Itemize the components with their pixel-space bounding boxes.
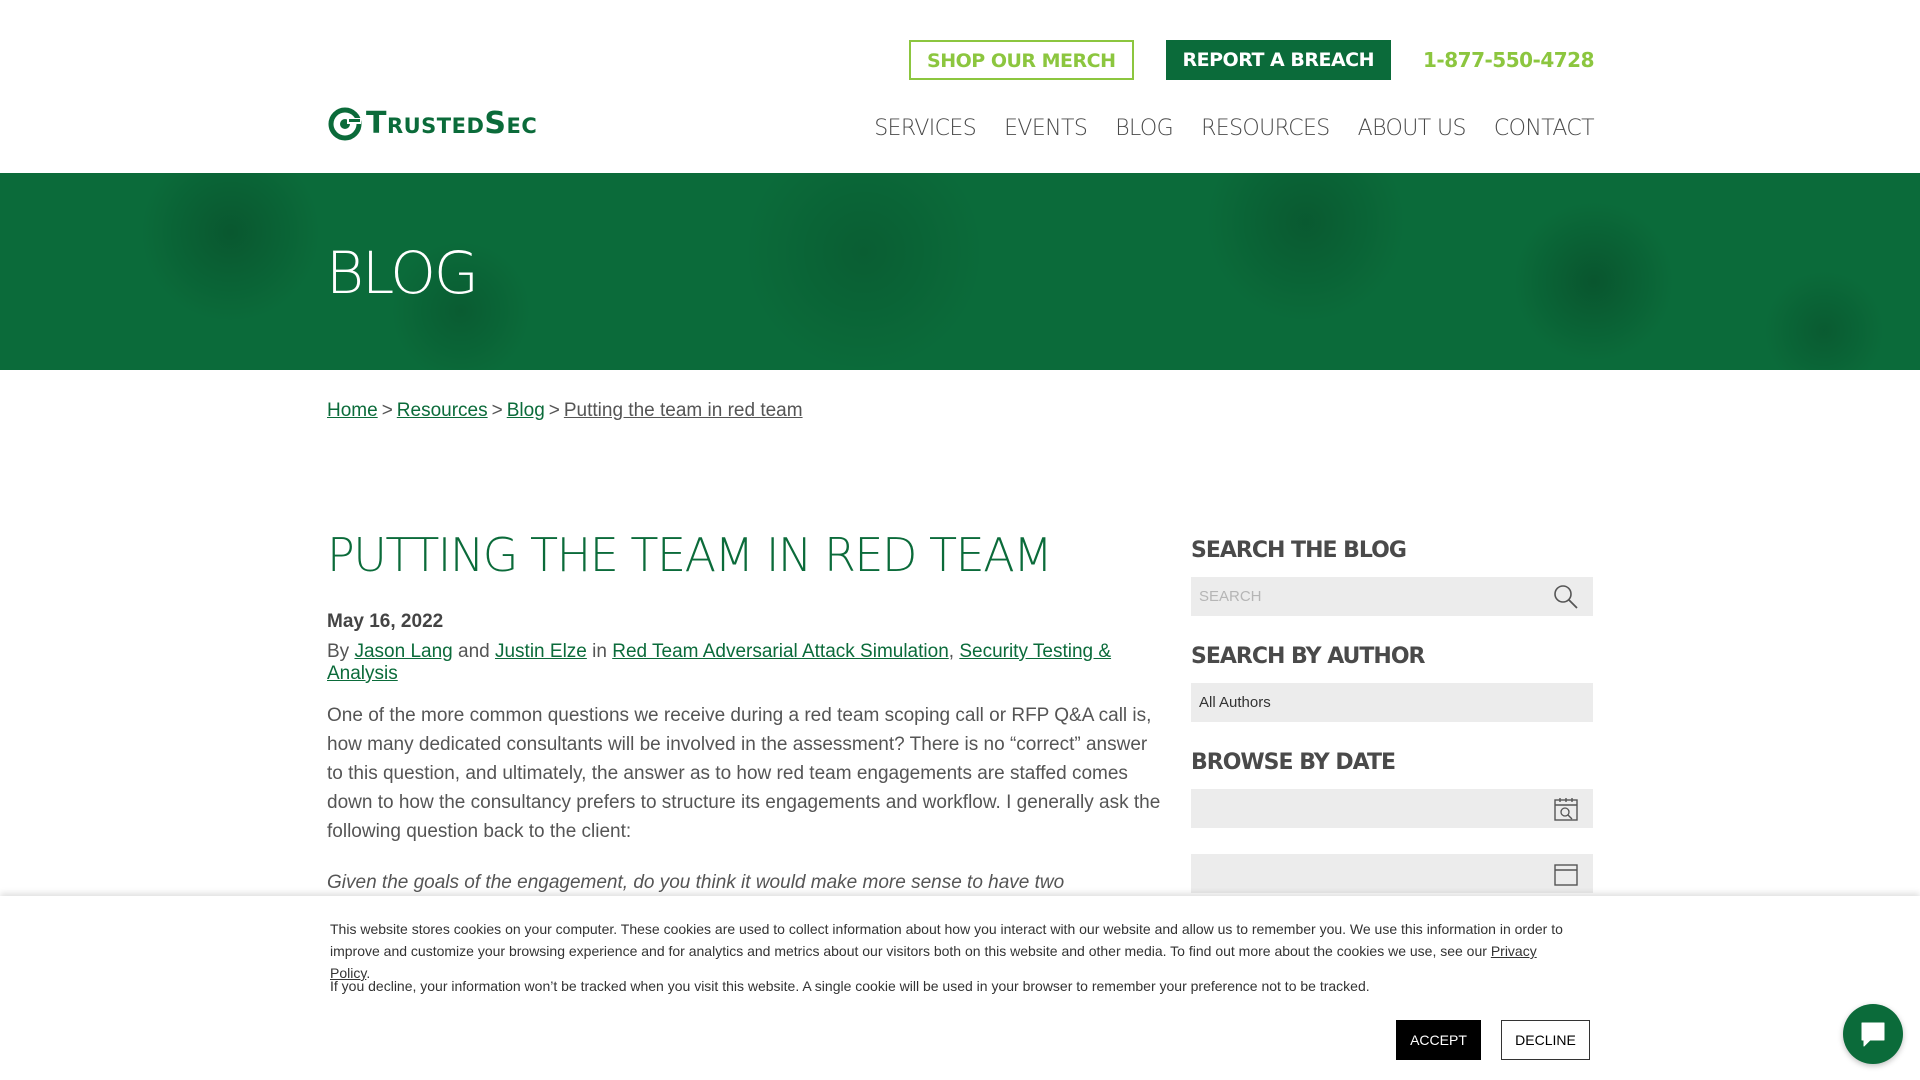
logo-text: TrustedSec bbox=[366, 106, 538, 141]
site-header bbox=[0, 0, 1920, 173]
category-separator: , bbox=[948, 641, 955, 662]
search-author-block bbox=[1191, 644, 1593, 722]
phone-link[interactable]: 1-877-550-4728 bbox=[1423, 48, 1594, 72]
report-breach-button[interactable]: REPORT A BREACH bbox=[1166, 40, 1392, 80]
cookie-decline-note: If you decline, your information won’t be tracked when you visit this website. A single cookie will be used in your browser to remember your preference not to be tracked. bbox=[330, 978, 1370, 994]
author-link-justin-elze[interactable]: Justin Elze bbox=[494, 641, 587, 662]
nav-services[interactable]: SERVICES bbox=[874, 116, 977, 141]
cookie-text bbox=[330, 918, 1580, 984]
decline-cookies-button[interactable]: DECLINE bbox=[1501, 1020, 1590, 1060]
search-author-heading: SEARCH BY AUTHOR bbox=[1191, 644, 1425, 669]
date-from-field[interactable] bbox=[1191, 789, 1593, 828]
breadcrumb-separator: > bbox=[381, 400, 393, 421]
search-blog-block bbox=[1191, 538, 1593, 616]
date-to-field[interactable] bbox=[1191, 854, 1593, 893]
main-nav bbox=[874, 116, 1594, 141]
nav-resources[interactable]: RESOURCES bbox=[1201, 116, 1330, 141]
calendar-icon[interactable] bbox=[1553, 796, 1579, 822]
hero-banner bbox=[0, 173, 1920, 370]
privacy-policy-link[interactable]: Privacy Policy bbox=[330, 943, 1537, 981]
logo-icon bbox=[328, 107, 362, 141]
search-blog-heading: SEARCH THE BLOG bbox=[1191, 538, 1406, 563]
article-paragraph: One of the more common questions we receive during a red team scoping call or RFP Q&A call is, how many dedicated consultants will be involved in the assessment? There is no “correct” answer to this question, and ultimately, the answer as to how red team engagements are staffed comes down to how the consultancy prefers to structure its engagements and workflow. I generally ask the following question back to the client: bbox=[327, 705, 1161, 842]
nav-contact[interactable]: CONTACT bbox=[1493, 116, 1594, 141]
breadcrumb-resources[interactable]: Resources bbox=[396, 400, 488, 421]
chat-button[interactable] bbox=[1843, 1004, 1903, 1064]
article-quote: Given the goals of the engagement, do you think it would make more sense to have two bbox=[327, 872, 1065, 893]
category-link-security-testing[interactable]: Security Testing & Analysis bbox=[327, 641, 1112, 684]
chat-icon bbox=[1858, 1019, 1888, 1049]
byline-and: and bbox=[458, 641, 490, 662]
category-link-red-team[interactable]: Red Team Adversarial Attack Simulation bbox=[612, 641, 949, 662]
accept-cookies-button[interactable]: ACCEPT bbox=[1396, 1020, 1481, 1060]
top-actions bbox=[909, 40, 1594, 80]
byline-in: in bbox=[592, 641, 607, 662]
cookie-message: This website stores cookies on your computer. These cookies are used to collect information about how you interact with our website and allow us to remember you. We use this information in order to improve and customize your browsing experience and for analytics and metrics about our visitors both on this website and other media. To find out more about the cookies we use, see our bbox=[330, 921, 1563, 959]
author-select[interactable]: All Authors bbox=[1191, 683, 1593, 722]
byline-by: By bbox=[327, 641, 350, 662]
search-icon[interactable] bbox=[1553, 584, 1579, 610]
article bbox=[327, 525, 1162, 926]
site-logo[interactable] bbox=[328, 106, 537, 141]
search-box bbox=[1191, 577, 1593, 616]
cookie-period: . bbox=[366, 965, 371, 981]
post-date: May 16, 2022 bbox=[327, 611, 444, 632]
breadcrumb-home[interactable]: Home bbox=[327, 400, 378, 421]
browse-date-block bbox=[1191, 750, 1593, 893]
search-input[interactable] bbox=[1199, 588, 1529, 605]
shop-merch-button[interactable]: SHOP OUR MERCH bbox=[909, 40, 1133, 80]
sidebar bbox=[1191, 538, 1593, 921]
cookie-banner bbox=[0, 896, 1920, 1080]
breadcrumb-blog[interactable]: Blog bbox=[506, 400, 545, 421]
breadcrumb-separator: > bbox=[548, 400, 560, 421]
author-link-jason-lang[interactable]: Jason Lang bbox=[354, 641, 453, 662]
article-title: PUTTING THE TEAM IN RED TEAM bbox=[327, 528, 1052, 582]
nav-blog[interactable]: BLOG bbox=[1115, 116, 1174, 141]
browse-date-heading: BROWSE BY DATE bbox=[1191, 750, 1395, 775]
hero-title: BLOG bbox=[326, 239, 477, 307]
breadcrumb-current[interactable]: Putting the team in red team bbox=[563, 400, 803, 421]
nav-events[interactable]: EVENTS bbox=[1004, 116, 1088, 141]
breadcrumb bbox=[327, 400, 803, 422]
byline bbox=[327, 641, 1162, 685]
calendar-icon[interactable] bbox=[1553, 861, 1579, 887]
breadcrumb-separator: > bbox=[491, 400, 503, 421]
nav-about-us[interactable]: ABOUT US bbox=[1357, 116, 1466, 141]
